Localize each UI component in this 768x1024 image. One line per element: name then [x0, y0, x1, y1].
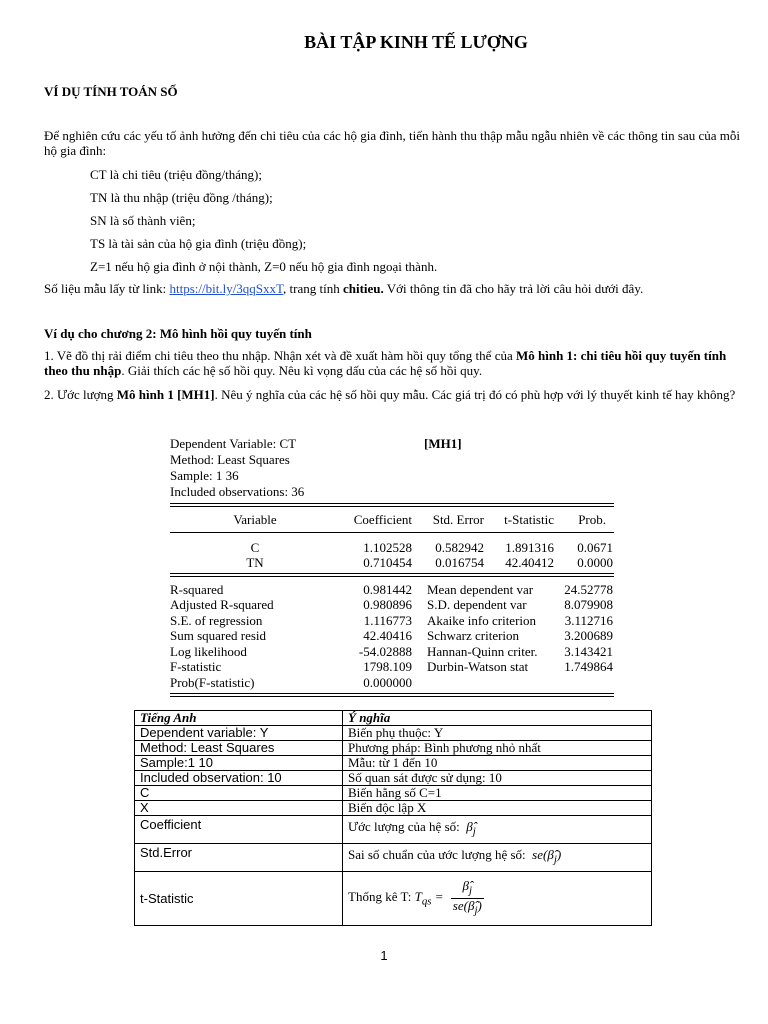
page-title: BÀI TẬP KINH TẾ LƯỢNG: [304, 32, 528, 52]
reg-dependent: Dependent Variable: CT: [170, 436, 297, 451]
reg-row-var: C: [250, 540, 260, 555]
reg-included: Included observations: 36: [170, 484, 305, 499]
table-cell-meaning: Số quan sát được sử dụng: 10: [343, 771, 652, 786]
reg-sample: Sample: 1 36: [170, 468, 239, 483]
variable-ts: TS là tài sản của hộ gia đình (triệu đồng);: [90, 236, 307, 251]
variable-z: Z=1 nếu hộ gia đình ở nội thành, Z=0 nếu hộ gia đình ngoại thành.: [90, 259, 438, 274]
table-cell-meaning: [343, 844, 652, 872]
reg-header-coefficient: Coefficient: [353, 512, 412, 527]
stat-value: -54.02888: [358, 644, 412, 659]
reg-header-stderror: Std. Error: [432, 512, 484, 527]
table-row-tstat: [135, 872, 652, 926]
reg-row-prob: 0.0000: [577, 555, 613, 570]
question-1-bold: Mô hình 1: chi tiêu hồi quy tuyến tính theo thu nhập: [44, 348, 727, 378]
stat-label: Schwarz criterion: [427, 628, 520, 643]
table-row: [135, 756, 652, 771]
table-cell-meaning: Phương pháp: Bình phương nhỏ nhất: [343, 741, 652, 756]
stat-value: 0.000000: [363, 675, 412, 690]
stat-label: Sum squared resid: [170, 628, 267, 643]
reg-row-prob: 0.0671: [577, 540, 613, 555]
table-cell-english: t-Statistic: [135, 872, 343, 926]
reg-rule: [170, 506, 614, 507]
intro-paragraph: Để nghiên cứu các yếu tố ảnh hưởng đến chi tiêu của các hộ gia đình, tiến hành thu thập mẫu ngẫu nhiên về các thông tin sau của mỗi hộ gia đình:: [44, 128, 741, 158]
stat-value: 42.40416: [363, 628, 412, 643]
reg-row-tstat: 1.891316: [505, 540, 554, 555]
stat-value: 3.112716: [564, 613, 613, 628]
stat-label: Akaike info criterion: [427, 613, 537, 628]
data-source-suffix: Với thông tin đã cho hãy trả lời câu hỏi dưới đây.: [383, 281, 644, 296]
question-1-text: 1. Vẽ đồ thị rải điểm chi tiêu theo thu nhập. Nhận xét và đề xuất hàm hồi quy tổng thể của: [44, 348, 516, 363]
stat-value: 3.200689: [564, 628, 613, 643]
table-header-meaning: Ý nghĩa: [343, 711, 652, 726]
page-number: 1: [380, 948, 388, 963]
table-row-stderror: [135, 844, 652, 872]
stat-label: F-statistic: [170, 659, 222, 674]
table-row: [135, 786, 652, 801]
question-2-text: 2. Ước lượng: [44, 387, 117, 402]
table-header-english: Tiếng Anh: [135, 711, 343, 726]
reg-rule: [170, 576, 614, 577]
reg-header-tstat: t-Statistic: [504, 512, 554, 527]
table-cell-english: Std.Error: [135, 844, 343, 872]
stat-value: 1798.109: [363, 659, 412, 674]
tstat-meaning-text: Thống kê T:: [348, 889, 412, 905]
reg-row-stderr: 0.582942: [435, 540, 484, 555]
table-cell-meaning: Biến phụ thuộc: Y: [343, 726, 652, 741]
reg-header-variable: Variable: [233, 512, 277, 527]
variable-tn: TN là thu nhập (triệu đồng /tháng);: [90, 190, 273, 205]
reg-header-prob: Prob.: [578, 512, 606, 527]
tstat-formula: $T_{qs}$ = $\frac{\betâ_j}{se(\betâ_j)}$: [414, 878, 482, 917]
section-heading: VÍ DỤ TÍNH TOÁN SỐ: [44, 84, 178, 99]
variable-ct: CT là chi tiêu (triệu đồng/tháng);: [90, 167, 262, 182]
stat-label: R-squared: [170, 582, 224, 597]
beta-hat-j-symbol: $\betâ_j$: [463, 819, 476, 838]
stat-label: S.E. of regression: [170, 613, 263, 628]
table-cell-meaning: Mẫu: từ 1 đến 10: [343, 756, 652, 771]
stat-value: 24.52778: [564, 582, 613, 597]
chapter-heading: Ví dụ cho chương 2: Mô hình hồi quy tuyến tính: [44, 326, 312, 341]
table-row: [135, 726, 652, 741]
stat-value: 1.749864: [564, 659, 613, 674]
reg-row-tstat: 42.40412: [505, 555, 554, 570]
question-2-bold: Mô hình 1 [MH1]: [116, 387, 215, 402]
reg-model-tag: [MH1]: [424, 436, 462, 451]
tstat-fraction: [451, 879, 484, 917]
table-cell-english: Sample:1 10: [135, 756, 343, 771]
stat-label: Hannan-Quinn criter.: [427, 644, 538, 659]
table-cell-english: Coefficient: [135, 816, 343, 844]
question-1-suffix: . Giải thích các hệ số hồi quy. Nêu kì vọng dấu của các hệ số hồi quy.: [121, 363, 483, 378]
data-source-line: [44, 281, 643, 296]
table-cell-meaning: [343, 872, 652, 926]
stat-value: 3.143421: [564, 644, 613, 659]
tstat-denominator: $se(\betâ_j)$: [452, 898, 482, 917]
stat-value: 0.981442: [363, 582, 412, 597]
stat-label: Prob(F-statistic): [170, 675, 255, 690]
reg-row-coef: 0.710454: [363, 555, 412, 570]
table-row: [135, 801, 652, 816]
table-row: [135, 741, 652, 756]
table-cell-meaning: Biến hằng số C=1: [343, 786, 652, 801]
data-source-link[interactable]: https://bit.ly/3qqSxxT: [169, 281, 284, 296]
table-row: [135, 771, 652, 786]
question-1: [44, 348, 744, 378]
table-cell-english: Method: Least Squares: [135, 741, 343, 756]
question-2-suffix: . Nêu ý nghĩa của các hệ số hồi quy mẫu. Các giá trị đó có phù hợp với lý thuyết kinh tế hay không?: [214, 387, 736, 402]
data-source-middle: , trang tính: [283, 281, 343, 296]
sheet-name: chitieu.: [342, 281, 384, 296]
table-cell-english: C: [135, 786, 343, 801]
reg-rule: [170, 696, 614, 697]
se-beta-hat-symbol: $se(\betâ_j)$: [528, 847, 562, 866]
table-cell-english: Dependent variable: Y: [135, 726, 343, 741]
coef-meaning-text: Ước lượng của hệ số:: [348, 819, 460, 835]
variable-sn: SN là số thành viên;: [90, 213, 196, 228]
table-cell-meaning: [343, 816, 652, 844]
reg-rule: [170, 573, 614, 574]
question-2: [44, 387, 744, 402]
stat-label: Durbin-Watson stat: [427, 659, 529, 674]
table-cell-english: Included observation: 10: [135, 771, 343, 786]
reg-rule: [170, 503, 614, 504]
table-row-coefficient: [135, 816, 652, 844]
reg-method: Method: Least Squares: [170, 452, 290, 467]
tstat-numerator: $\betâ_j$: [451, 879, 484, 899]
stat-value: 1.116773: [363, 613, 412, 628]
stat-label: S.D. dependent var: [427, 597, 527, 612]
glossary-table: [134, 710, 652, 926]
reg-row-stderr: 0.016754: [435, 555, 484, 570]
reg-rule: [170, 693, 614, 694]
stderr-meaning-text: Sai số chuẩn của ước lượng hệ số:: [348, 847, 526, 863]
stat-label: Log likelihood: [170, 644, 247, 659]
table-header-row: [135, 711, 652, 726]
table-cell-english: X: [135, 801, 343, 816]
data-source-prefix: Số liệu mẫu lấy từ link:: [44, 281, 170, 296]
reg-row-var: TN: [246, 555, 264, 570]
stat-value: 8.079908: [564, 597, 613, 612]
reg-rule: [170, 532, 614, 533]
stat-label: Mean dependent var: [427, 582, 534, 597]
stat-label: Adjusted R-squared: [170, 597, 274, 612]
stat-value: 0.980896: [363, 597, 412, 612]
reg-row-coef: 1.102528: [363, 540, 412, 555]
table-cell-meaning: Biến độc lập X: [343, 801, 652, 816]
